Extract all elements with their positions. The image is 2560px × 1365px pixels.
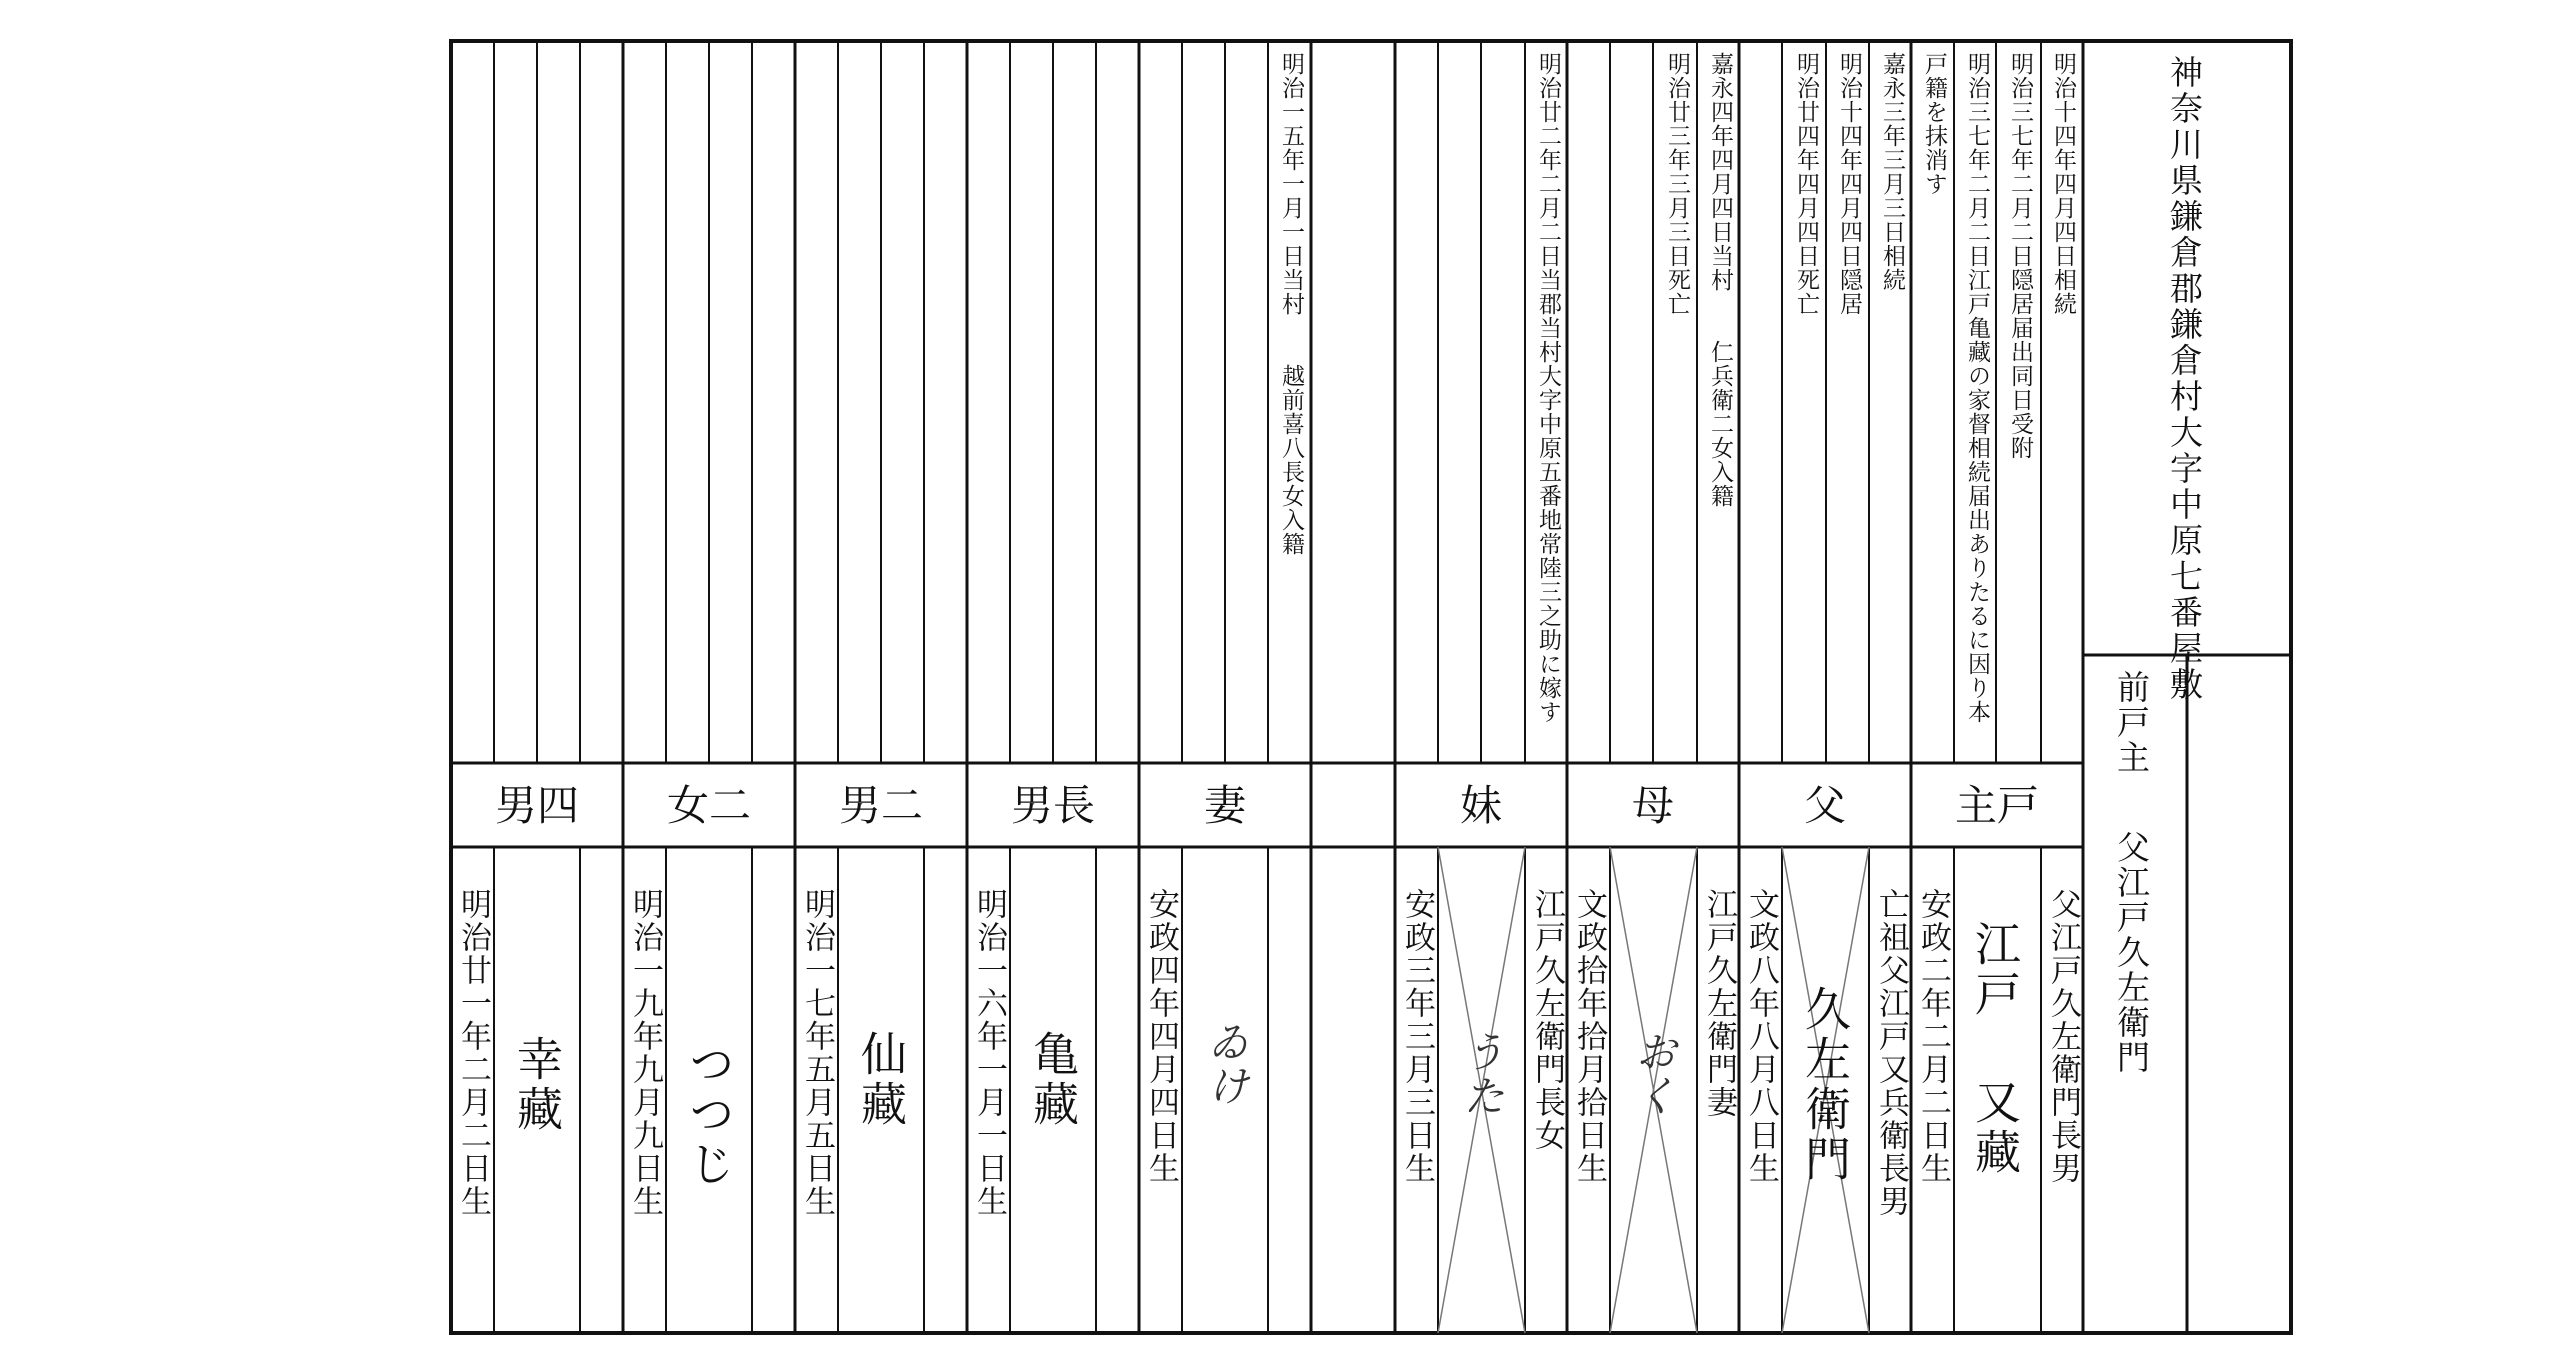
- relation-fourth-son: 男四: [494, 781, 579, 830]
- record-head-2: 明治三七年二月二日隠居届出同日受附: [2007, 52, 2033, 460]
- member-sister-parent: 江戸久左衛門長女: [1529, 888, 1565, 1152]
- record-father-1: 嘉永三年三月三日相続: [1879, 52, 1905, 292]
- record-father-3: 明治廿四年四月四日死亡: [1793, 52, 1819, 316]
- relation-second-son: 男二: [838, 781, 923, 830]
- relation-mother: 母: [1631, 781, 1674, 830]
- record-head-3: 明治三七年二月二日江戸亀藏の家督相続届出ありたるに因り本: [1964, 52, 1990, 724]
- member-sister-name: うた: [1457, 1030, 1506, 1118]
- member-sister-birth: 安政三年三月三日生: [1399, 888, 1435, 1185]
- record-head-1: 明治十四年四月四日相続: [2050, 52, 2076, 316]
- record-head-4: 戸籍を抹消す: [1921, 52, 1947, 196]
- previous-head-name: 父江戸久左衛門: [2112, 830, 2151, 1075]
- relation-head: 主戸: [1954, 781, 2039, 830]
- member-eldest-son-birth: 明治一六年一月一日生: [971, 888, 1007, 1218]
- previous-head-label: 前戸主: [2112, 670, 2151, 775]
- member-father-name: 久左衛門: [1798, 985, 1852, 1185]
- member-mother-birth: 文政拾年拾月拾日生: [1571, 888, 1607, 1185]
- member-second-daughter-birth: 明治一九年九月九日生: [627, 888, 663, 1218]
- record-sister-1: 明治廿二年二月二日当郡当村大字中原五番地常陸三之助に嫁す: [1535, 52, 1561, 724]
- member-wife-name: ゐけ: [1201, 1020, 1250, 1108]
- record-mother-2: 明治廿三年三月三日死亡: [1664, 52, 1690, 316]
- member-mother-name: おく: [1629, 1030, 1678, 1118]
- relation-father: 父: [1803, 781, 1846, 830]
- member-wife-birth: 安政四年四月四日生: [1143, 888, 1179, 1185]
- member-second-son-birth: 明治一七年五月五日生: [799, 888, 835, 1218]
- member-fourth-son-birth: 明治廿一年二月二日生: [455, 888, 491, 1218]
- member-head-parent: 父江戸久左衛門長男: [2045, 888, 2081, 1185]
- relation-sister: 妹: [1459, 781, 1502, 830]
- member-fourth-son-name: 幸藏: [510, 1035, 564, 1135]
- member-mother-parent: 江戸久左衛門妻: [1701, 888, 1737, 1119]
- relation-eldest-son: 男長: [1010, 781, 1095, 830]
- relation-second-daughter: 女二: [666, 781, 751, 830]
- record-father-2: 明治十四年四月四日隠居: [1836, 52, 1862, 316]
- record-wife-1: 明治一五年一月一日当村 越前喜八長女入籍: [1278, 52, 1304, 556]
- member-second-son-name: 仙藏: [854, 1030, 908, 1130]
- member-head-name: 江戸 又藏: [1968, 920, 2022, 1178]
- record-mother-1: 嘉永四年四月四日当村 仁兵衛二女入籍: [1707, 52, 1733, 508]
- member-head-birth: 安政二年二月二日生: [1915, 888, 1951, 1185]
- member-father-birth: 文政八年八月八日生: [1743, 888, 1779, 1185]
- member-eldest-son-name: 亀藏: [1026, 1030, 1080, 1130]
- member-second-daughter-name: つつじ: [682, 1040, 736, 1190]
- member-father-parent: 亡祖父江戸又兵衛長男: [1873, 888, 1909, 1218]
- relation-wife: 妻: [1203, 781, 1246, 830]
- domicile-address: 神奈川県鎌倉郡鎌倉村大字中原七番屋敷: [2165, 55, 2204, 703]
